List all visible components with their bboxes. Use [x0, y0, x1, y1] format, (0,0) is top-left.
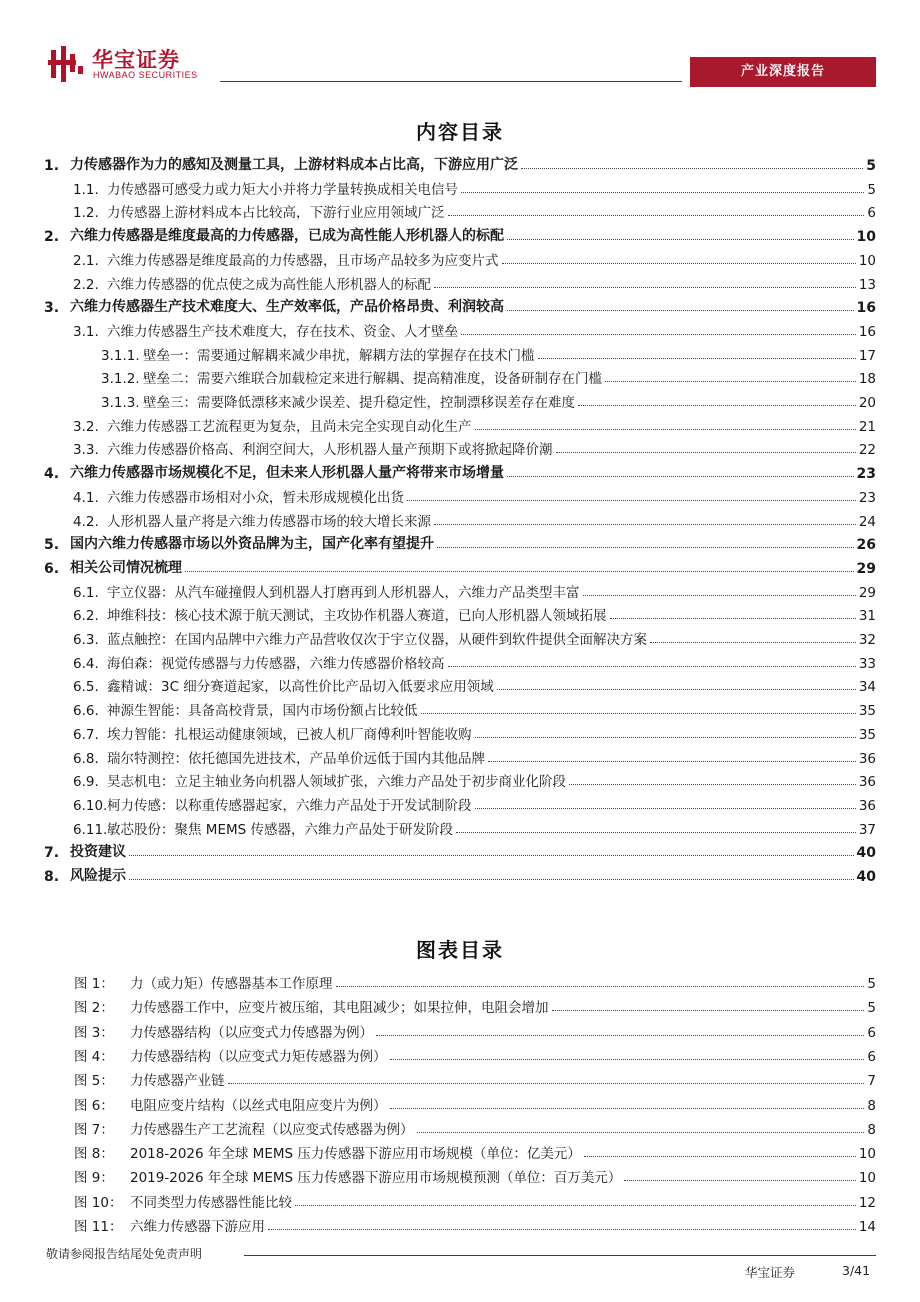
entry-page: 22 — [858, 442, 876, 459]
report-type-badge: 产业深度报告 — [690, 57, 876, 87]
figure-entry[interactable] — [74, 995, 876, 1016]
entry-title: 力传感器结构（以应变式力传感器为例） — [130, 1024, 373, 1041]
entry-page: 33 — [858, 655, 876, 672]
toc-entry[interactable] — [73, 414, 876, 435]
dot-leader — [605, 381, 856, 382]
entry-title: 蓝点触控：在国内品牌中六维力产品营收仅次于宇立仪器，从硬件到软件提供全面解决方案 — [107, 632, 647, 648]
entry-number: 2.2. — [73, 276, 99, 293]
toc-entry[interactable] — [44, 224, 876, 245]
dot-leader — [584, 1156, 856, 1157]
entry-title: 宇立仪器：从汽车碰撞假人到机器人打磨再到人形机器人，六维力产品类型丰富 — [107, 584, 580, 601]
toc-entry[interactable] — [44, 532, 876, 553]
entry-number: 3.1. — [73, 323, 99, 340]
dot-leader — [129, 879, 854, 880]
dot-leader — [437, 547, 854, 548]
entry-page: 5 — [866, 158, 876, 174]
entry-page: 10 — [858, 1146, 876, 1163]
toc-entry[interactable] — [101, 366, 876, 387]
entry-page: 23 — [858, 489, 876, 506]
header-divider — [220, 81, 682, 82]
entry-number: 图 5： — [74, 1073, 114, 1090]
logo-text-en: HWABAO SECURITIES — [93, 70, 198, 80]
footer-disclaimer: 敬请参阅报告结尾处免责声明 — [46, 1247, 203, 1261]
dot-leader — [552, 1010, 865, 1011]
dot-leader — [556, 452, 856, 453]
dot-leader — [448, 215, 865, 216]
toc-entry[interactable] — [73, 674, 876, 695]
entry-title: 昊志机电：立足主轴业务向机器人领域扩张，六维力产品处于初步商业化阶段 — [107, 774, 566, 791]
entry-title: 六维力传感器是维度最高的力传感器，已成为高性能人形机器人的标配 — [70, 228, 504, 245]
dot-leader — [507, 310, 854, 311]
entry-number: 7. — [44, 845, 60, 862]
entry-page: 24 — [858, 513, 876, 530]
entry-title: 力传感器生产工艺流程（以应变式传感器为例） — [130, 1121, 414, 1138]
toc-entry[interactable] — [73, 603, 876, 624]
entry-number: 图 1： — [74, 976, 114, 992]
entry-page: 8 — [867, 1121, 876, 1138]
entry-page: 36 — [858, 774, 876, 791]
toc-entry[interactable] — [73, 698, 876, 719]
entry-number: 图 8： — [74, 1146, 114, 1163]
entry-title: 六维力传感器市场相对小众，暂未形成规模化出货 — [107, 489, 404, 506]
entry-title: 电阻应变片结构（以丝式电阻应变片为例） — [130, 1097, 387, 1114]
entry-number: 6.3. — [73, 632, 99, 648]
entry-title: 风险提示 — [70, 868, 126, 884]
entry-title: 六维力传感器价格高、利润空间大，人形机器人量产预期下或将掀起降价潮 — [107, 442, 553, 459]
dot-leader — [610, 618, 856, 619]
entry-title: 2019-2026 年全球 MEMS 压力传感器下游应用市场规模预测（单位：百万美元） — [130, 1170, 622, 1187]
entry-title: 瑞尔特测控：依托德国先进技术，产品单价远低于国内其他品牌 — [107, 750, 485, 767]
entry-page: 29 — [856, 560, 876, 577]
entry-title: 坤维科技：核心技术源于航天测试，主攻协作机器人赛道，已向人形机器人领域拓展 — [107, 608, 607, 625]
entry-number: 6.6. — [73, 703, 99, 720]
entry-page: 6 — [867, 1024, 876, 1041]
dot-leader — [475, 429, 856, 430]
entry-page: 20 — [858, 395, 876, 411]
dot-leader — [497, 689, 856, 690]
dot-leader — [624, 1180, 855, 1181]
dot-leader — [268, 1229, 856, 1230]
entry-number: 1. — [44, 158, 60, 174]
entry-title: 力传感器可感受力或力矩大小并将力学量转换成相关电信号 — [107, 181, 458, 198]
entry-number: 图 2： — [74, 1000, 114, 1017]
page-header — [0, 0, 920, 100]
entry-number: 3.1.1. — [101, 347, 140, 364]
entry-number: 8. — [44, 869, 60, 885]
entry-number: 6.5. — [73, 679, 99, 696]
dot-leader — [376, 1035, 864, 1036]
entry-title: 六维力传感器生产技术难度大，存在技术、资金、人才壁垒 — [107, 323, 458, 340]
entry-page: 12 — [858, 1194, 876, 1211]
entry-number: 3.2. — [73, 418, 99, 435]
entry-page: 13 — [858, 276, 876, 293]
dot-leader — [295, 1205, 856, 1206]
dot-leader — [461, 192, 864, 193]
dot-leader — [434, 524, 856, 525]
entry-page: 14 — [858, 1219, 876, 1235]
entry-title: 力传感器作为力的感知及测量工具，上游材料成本占比高，下游应用广泛 — [70, 157, 518, 173]
dot-leader — [390, 1108, 865, 1109]
toc-entry[interactable] — [73, 485, 876, 506]
entry-page: 17 — [858, 347, 876, 364]
dot-leader — [417, 1132, 865, 1133]
entry-number: 6.7. — [73, 726, 99, 743]
entry-number: 图 7： — [74, 1121, 114, 1138]
entry-title: 力（或力矩）传感器基本工作原理 — [130, 976, 333, 992]
figure-entry[interactable] — [74, 1214, 876, 1235]
entry-number: 1.1. — [73, 181, 99, 198]
entry-title: 敏芯股份：聚焦 MEMS 传感器，六维力产品处于研发阶段 — [107, 821, 453, 838]
dot-leader — [448, 666, 856, 667]
toc-entry[interactable] — [44, 153, 876, 174]
dot-leader — [538, 358, 856, 359]
entry-number: 2. — [44, 229, 60, 246]
figure-entry[interactable] — [74, 1044, 876, 1065]
company-logo — [48, 44, 223, 86]
entry-number: 3.1.3. — [101, 395, 140, 411]
figure-entry[interactable] — [74, 1141, 876, 1162]
dot-leader — [507, 476, 854, 477]
entry-page: 10 — [856, 229, 876, 246]
dot-leader — [488, 761, 856, 762]
entry-title: 六维力传感器是维度最高的力传感器，且市场产品较多为应变片式 — [107, 252, 499, 269]
entry-title: 六维力传感器生产技术难度大、生产效率低，产品价格昂贵、利润较高 — [70, 299, 504, 316]
entry-page: 37 — [858, 821, 876, 838]
entry-title: 六维力传感器市场规模化不足，但未来人形机器人量产将带来市场增量 — [70, 465, 504, 482]
toc-entry[interactable] — [44, 840, 876, 861]
entry-number: 6.10. — [73, 797, 108, 814]
entry-title: 力传感器结构（以应变式力矩传感器为例） — [130, 1048, 387, 1065]
toc-entry[interactable] — [73, 651, 876, 672]
entry-page: 40 — [856, 869, 876, 885]
entry-number: 3.1.2. — [101, 371, 140, 388]
entry-number: 6.4. — [73, 655, 99, 672]
entry-page: 35 — [858, 703, 876, 720]
entry-number: 图 9： — [74, 1170, 114, 1187]
entry-number: 4.2. — [73, 513, 99, 530]
entry-page: 5 — [867, 181, 876, 198]
logo-text-cn: 华宝证券 — [92, 48, 180, 72]
entry-number: 2.1. — [73, 252, 99, 269]
entry-title: 壁垒三：需要降低漂移来减少误差、提升稳定性，控制漂移误差存在难度 — [143, 395, 575, 411]
toc-entry[interactable] — [73, 722, 876, 743]
dot-leader — [502, 263, 856, 264]
entry-page: 32 — [858, 632, 876, 648]
entry-page: 36 — [858, 750, 876, 767]
toc-entry[interactable] — [73, 793, 876, 814]
entry-number: 5. — [44, 537, 60, 554]
toc-entry[interactable] — [73, 746, 876, 767]
figure-entry[interactable] — [74, 1165, 876, 1186]
entry-page: 29 — [858, 584, 876, 601]
toc-entry[interactable] — [73, 627, 876, 648]
dot-leader — [390, 1059, 865, 1060]
dot-leader — [336, 986, 865, 987]
entry-page: 6 — [867, 1048, 876, 1065]
dot-leader — [456, 832, 856, 833]
entry-number: 3.3. — [73, 442, 99, 459]
figure-list-title: 图表目录 — [416, 938, 504, 962]
entry-number: 图 11： — [74, 1219, 123, 1235]
dot-leader — [650, 642, 856, 643]
toc-entry[interactable] — [44, 864, 876, 885]
entry-title: 投资建议 — [70, 844, 126, 861]
dot-leader — [129, 855, 854, 856]
entry-page: 36 — [858, 797, 876, 814]
entry-number: 图 3： — [74, 1024, 114, 1041]
dot-leader — [521, 168, 863, 169]
toc-entry[interactable] — [73, 177, 876, 198]
footer-divider — [244, 1255, 876, 1256]
figure-entry[interactable] — [74, 1020, 876, 1041]
entry-page: 16 — [858, 323, 876, 340]
entry-title: 神源生智能：具备高校背景，国内市场份额占比较低 — [107, 703, 418, 720]
toc-entry[interactable] — [73, 200, 876, 221]
entry-title: 六维力传感器工艺流程更为复杂，且尚未完全实现自动化生产 — [107, 418, 472, 435]
entry-number: 6. — [44, 560, 60, 577]
entry-page: 26 — [856, 537, 876, 554]
entry-page: 23 — [856, 466, 876, 483]
toc-entry[interactable] — [73, 769, 876, 790]
entry-title: 相关公司情况梳理 — [70, 559, 182, 576]
entry-title: 壁垒二：需要六维联合加载检定来进行解耦、提高精准度，设备研制存在门槛 — [143, 371, 602, 388]
dot-leader — [475, 808, 856, 809]
toc-entry[interactable] — [73, 272, 876, 293]
toc-entry[interactable] — [44, 556, 876, 577]
toc-entry[interactable] — [73, 817, 876, 838]
toc-entry[interactable] — [73, 319, 876, 340]
figure-entry[interactable] — [74, 1068, 876, 1089]
dot-leader — [434, 287, 856, 288]
entry-number: 4. — [44, 466, 60, 483]
toc-entry[interactable] — [101, 390, 876, 411]
entry-title: 2018-2026 年全球 MEMS 压力传感器下游应用市场规模（单位：亿美元） — [130, 1146, 581, 1163]
entry-page: 18 — [858, 371, 876, 388]
entry-title: 壁垒一：需要通过解耦来减少串扰，解耦方法的掌握存在技术门槛 — [143, 347, 535, 364]
dot-leader — [407, 500, 856, 501]
entry-number: 6.1. — [73, 584, 99, 601]
dot-leader — [569, 784, 856, 785]
figure-entry[interactable] — [74, 971, 876, 992]
dot-leader — [461, 334, 856, 335]
entry-number: 1.2. — [73, 205, 99, 222]
figure-entry[interactable] — [74, 1117, 876, 1138]
entry-page: 5 — [867, 976, 876, 992]
entry-page: 8 — [867, 1097, 876, 1114]
footer-company: 华宝证券 — [745, 1265, 796, 1280]
dot-leader — [578, 405, 856, 406]
toc-title: 内容目录 — [416, 120, 504, 144]
toc-entry[interactable] — [73, 248, 876, 269]
entry-page: 7 — [867, 1073, 876, 1090]
entry-page: 16 — [856, 300, 876, 317]
entry-number: 6.11. — [73, 821, 108, 838]
dot-leader — [228, 1083, 865, 1084]
entry-title: 柯力传感：以称重传感器起家，六维力产品处于开发试制阶段 — [107, 797, 472, 814]
dot-leader — [583, 595, 856, 596]
entry-title: 海伯森：视觉传感器与力传感器，六维力传感器价格较高 — [107, 655, 445, 672]
toc-entry[interactable] — [73, 437, 876, 458]
dot-leader — [185, 571, 854, 572]
toc-entry[interactable] — [44, 295, 876, 316]
page-number: 3/41 — [842, 1263, 871, 1278]
entry-page: 31 — [858, 608, 876, 625]
entry-number: 4.1. — [73, 489, 99, 506]
entry-title: 力传感器产业链 — [130, 1073, 225, 1090]
entry-number: 图 6： — [74, 1097, 114, 1114]
toc-entry[interactable] — [73, 580, 876, 601]
entry-title: 力传感器工作中，应变片被压缩，其电阻减少；如果拉伸，电阻会增加 — [130, 1000, 549, 1017]
entry-title: 六维力传感器下游应用 — [130, 1219, 265, 1235]
logo-mark-icon — [48, 44, 88, 84]
toc-entry[interactable] — [44, 461, 876, 482]
entry-number: 6.9. — [73, 774, 99, 791]
figure-entry[interactable] — [74, 1190, 876, 1211]
entry-title: 埃力智能：扎根运动健康领域，已被人机厂商傅利叶智能收购 — [107, 726, 472, 743]
entry-number: 图 10： — [74, 1194, 123, 1211]
entry-page: 35 — [858, 726, 876, 743]
entry-title: 不同类型力传感器性能比较 — [130, 1194, 292, 1211]
entry-page: 6 — [867, 205, 876, 222]
entry-page: 5 — [867, 1000, 876, 1017]
entry-number: 6.8. — [73, 750, 99, 767]
entry-title: 鑫精诚：3C 细分赛道起家，以高性价比产品切入低要求应用领域 — [107, 679, 494, 696]
entry-page: 34 — [858, 679, 876, 696]
entry-page: 40 — [856, 845, 876, 862]
entry-page: 10 — [858, 1170, 876, 1187]
entry-page: 10 — [858, 252, 876, 269]
entry-number: 图 4： — [74, 1048, 114, 1065]
entry-title: 力传感器上游材料成本占比较高，下游行业应用领域广泛 — [107, 205, 445, 222]
dot-leader — [475, 737, 856, 738]
entry-title: 六维力传感器的优点使之成为高性能人形机器人的标配 — [107, 276, 431, 293]
entry-number: 6.2. — [73, 608, 99, 625]
toc-entry[interactable] — [101, 343, 876, 364]
entry-page: 21 — [858, 418, 876, 435]
dot-leader — [421, 713, 856, 714]
entry-number: 3. — [44, 300, 60, 317]
toc-entry[interactable] — [73, 509, 876, 530]
entry-title: 国内六维力传感器市场以外资品牌为主，国产化率有望提升 — [70, 536, 434, 553]
entry-title: 人形机器人量产将是六维力传感器市场的较大增长来源 — [107, 513, 431, 530]
dot-leader — [507, 239, 854, 240]
figure-entry[interactable] — [74, 1093, 876, 1114]
